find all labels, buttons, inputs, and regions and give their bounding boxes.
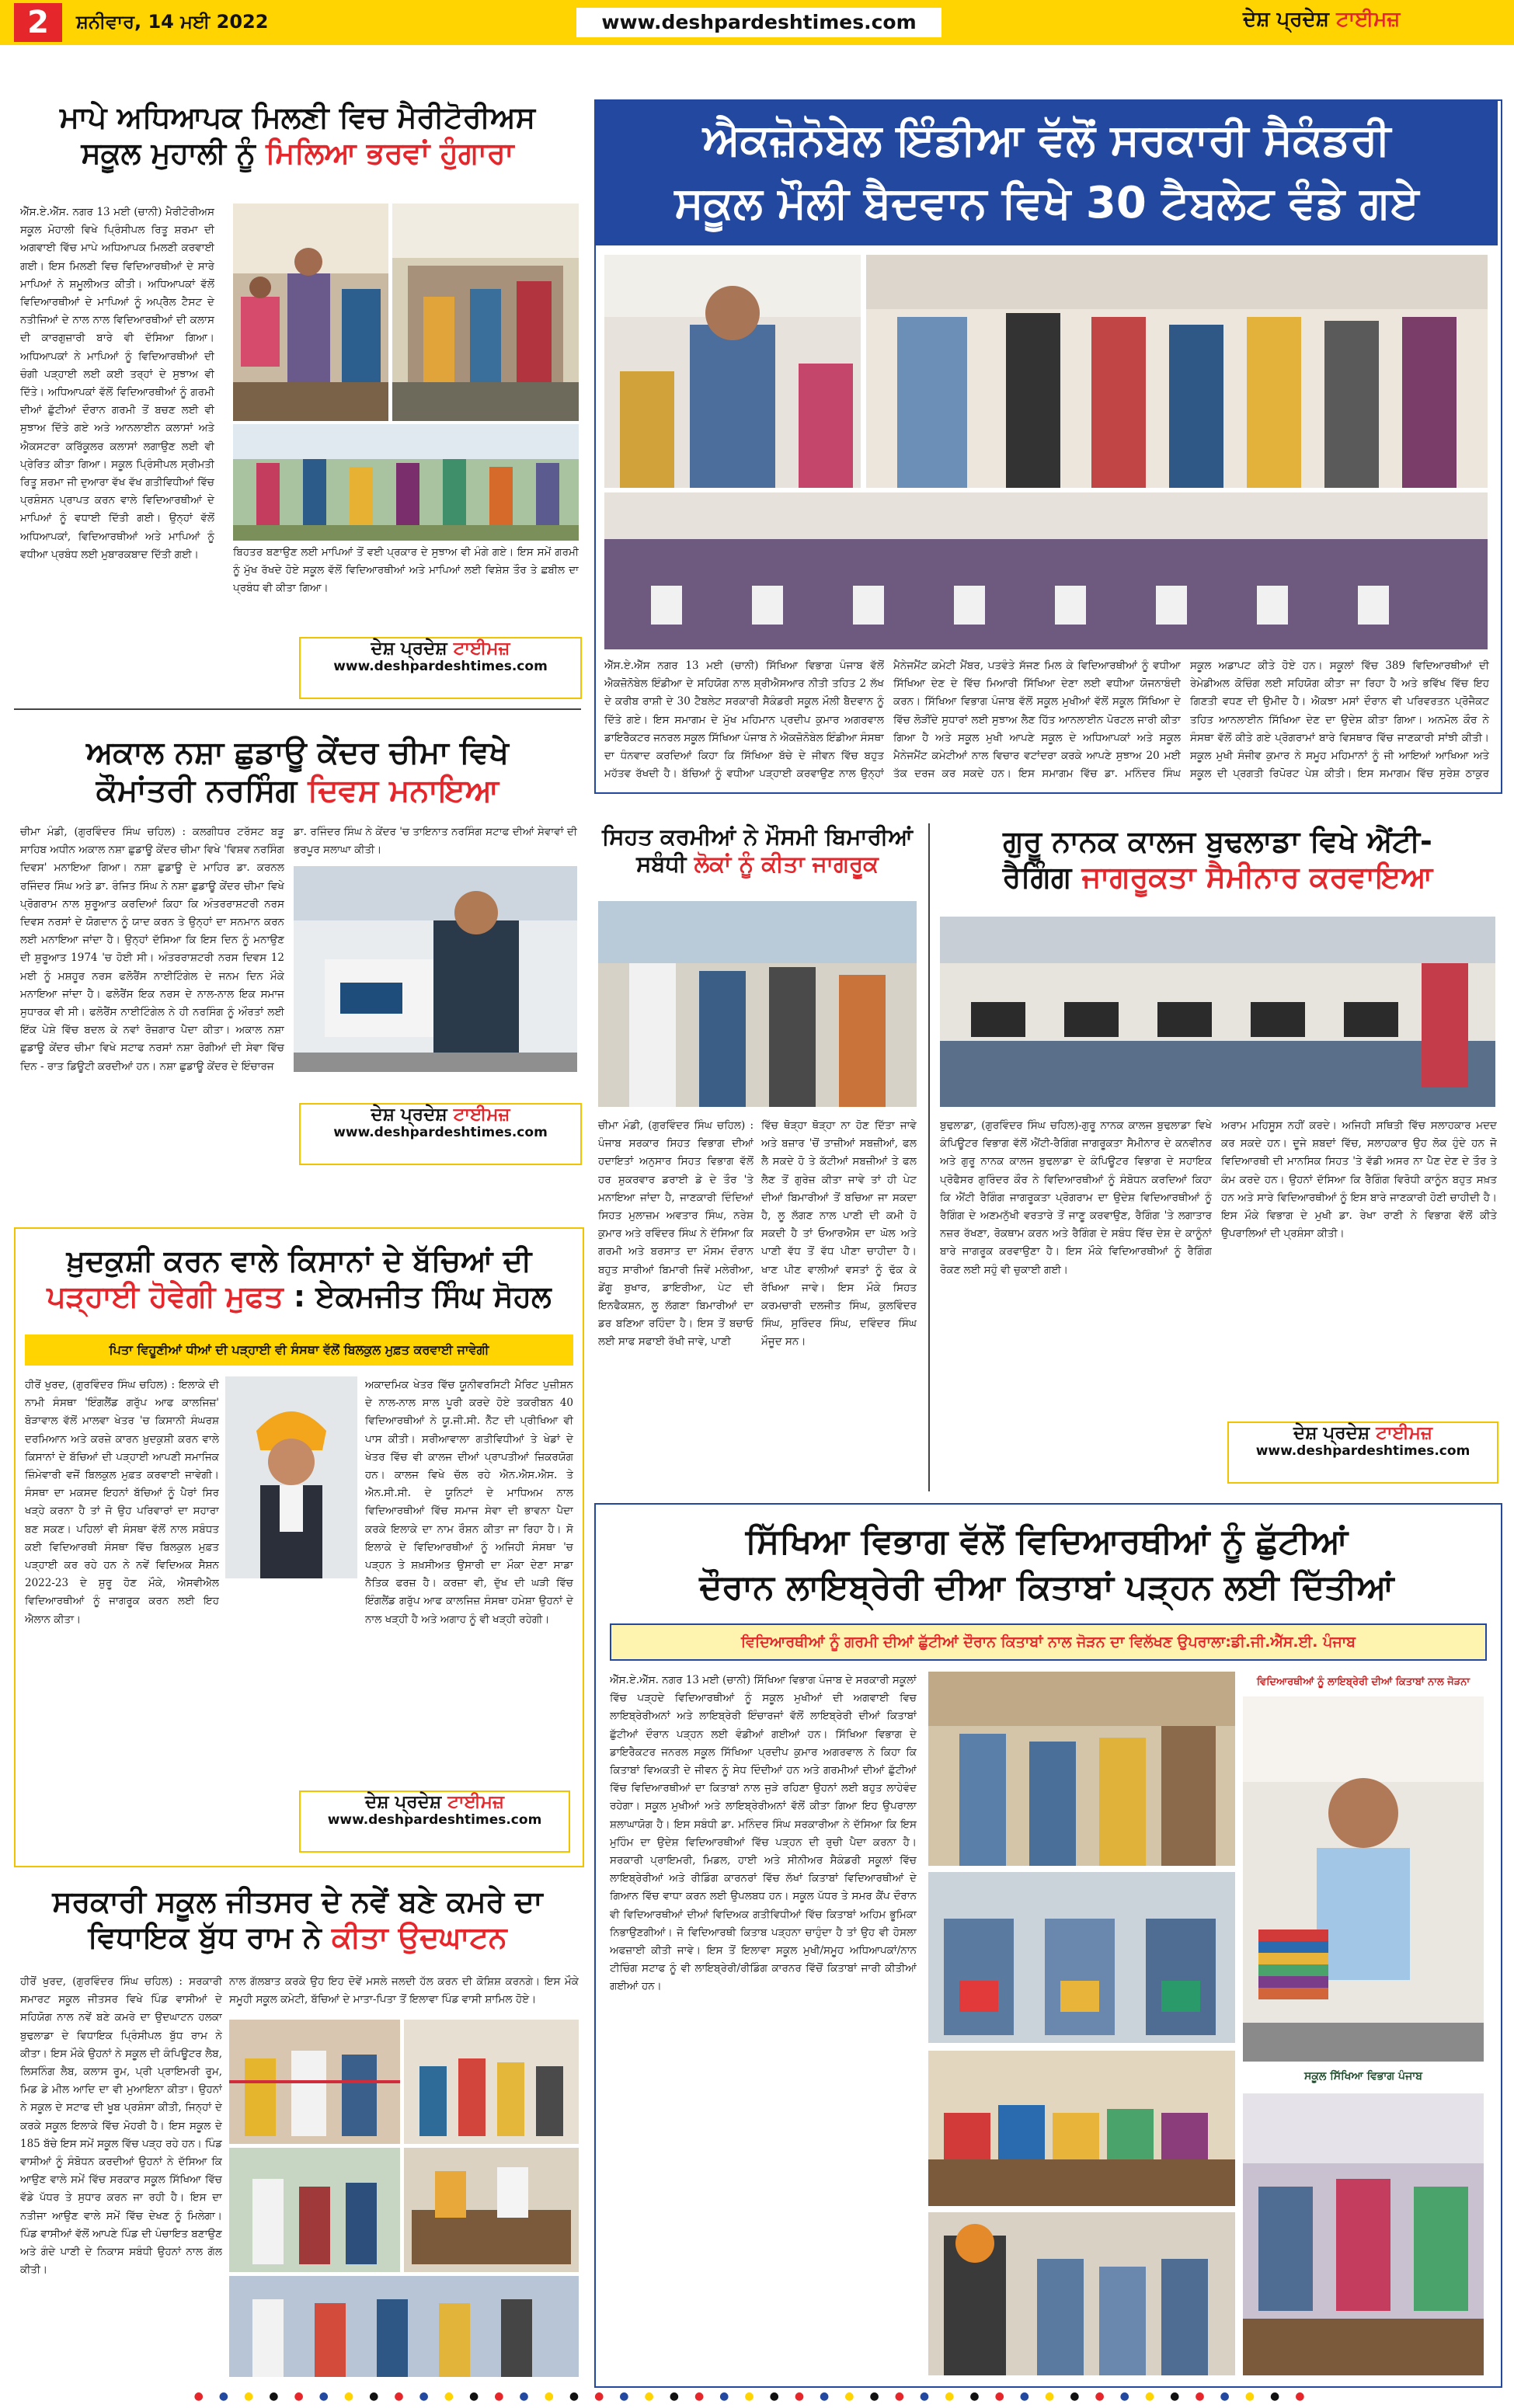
masthead-part-1: ਦੇਸ਼ ਪ੍ਰਦੇਸ਼	[1243, 8, 1329, 31]
brand-name-2: ਟਾਈਮਜ਼	[447, 1792, 504, 1812]
photo-mla-students	[404, 2020, 579, 2144]
body-text: ਚੀਮਾ ਮੰਡੀ, (ਗੁਰਵਿੰਦਰ ਸਿੰਘ ਚਹਿਲ) : ਕਲਗੀਧਰ ਟਰੱਸਟ ਬੜੂ ਸਾਹਿਬ ਅਧੀਨ ਅਕਾਲ ਨਸ਼ਾ ਛੁਡਾਊ ਕੇਂਦਰ ਚੀਮਾ ਵਿਖੇ 'ਵਿਸ਼ਵ ਨਰਸਿੰਗ ਦਿਵਸ' ਮਨਾਇਆ ਗਿਆ। ਨਸ਼ਾ ਛੁਡਾਊ ਦੇ ਮਾਹਿਰ ਡਾ. ਕਰਨਲ ਰਜਿੰਦਰ ਸਿੰਘ ਅਤੇ ਡਾ. ਰੰਜਿਤ ਸਿੰਘ ਨੇ ਨਸ਼ਾ ਛੁਡਾਊ ਕੇਂਦਰ ਚੀਮਾ ਵਿਖੇ ਪ੍ਰੋਗਰਾਮ ਨਾਲ ਸ਼ੁਰੂਆਤ ਕਰਦਿਆਂ ਕਿਹਾ ਕਿ ਅੰਤਰਰਾਸ਼ਟਰੀ ਨਰਸ ਦਿਵਸ ਨਰਸਾਂ ਦੇ ਯੋਗਦਾਨ ਨੂੰ ਯਾਦ ਕਰਨ ਤੇ ਉਨ੍ਹਾਂ ਦਾ ਸਨਮਾਨ ਕਰਨ ਲਈ ਮਨਾਇਆ ਜਾਂਦਾ ਹੈ। ਉਨ੍ਹਾਂ ਦੱਸਿਆ ਕਿ ਇਸ ਦਿਨ ਨੂੰ ਮਨਾਉਣ ਦੀ ਸ਼ੁਰੂਆਤ 1974 'ਚ ਹੋਈ ਸੀ। ਅੰਤਰਰਾਸ਼ਟਰੀ ਨਰਸ ਦਿਵਸ 12 ਮਈ ਨੂੰ ਮਸ਼ਹੂਰ ਨਰਸ ਫਲੋਰੈਂਸ ਨਾਈਟਿੰਗੇਲ ਦੇ ਜਨਮ ਦਿਨ ਮੌਕੇ ਮਨਾਇਆ ਜਾਂਦਾ ਹੈ। ਫਲੋਰੈਂਸ ਇਕ ਨਰਸ ਦੇ ਨਾਲ-ਨਾਲ ਇਕ ਸਮਾਜ ਸੁਧਾਰਕ ਵੀ ਸੀ। ਫਲੋਰੈਂਸ ਨਾਈਟਿੰਗੇਲ ਨੇ ਹੀ ਨਰਸਿੰਗ ਨੂੰ ਔਰਤਾਂ ਲਈ ਇੱਕ ਪੇਸ਼ੇ ਵਿੱਚ ਬਦਲ ਕੇ ਨਵਾਂ ਰੋਜ਼ਗਾਰ ਪੈਦਾ ਕੀਤਾ। ਅਕਾਲ ਨਸ਼ਾ ਛੁਡਾਊ ਕੇਂਦਰ ਚੀਮਾ ਵਿਖੇ ਸਟਾਫ ਨਰਸਾਂ ਨਸ਼ਾ ਰੋਗੀਆਂ ਦੀ ਸੇਵਾ ਵਿੱਚ ਦਿਨ - ਰਾਤ ਡਿਊਟੀ ਕਰਦੀਆਂ ਹਨ। ਨਸ਼ਾ ਛੁਡਾਊ ਕੇਂਦਰ ਦੇ ਇੰਚਾਰਜ	[20, 826, 284, 1073]
headline-line-1: ਸਿਹਤ ਕਰਮੀਆਂ ਨੇ ਮੌਸਮੀ ਬਿਮਾਰੀਆਂ	[601, 823, 914, 850]
photo-health-workers	[598, 901, 917, 1107]
brand-name	[301, 1792, 569, 1812]
headline-line-1: ਗੁਰੂ ਨਾਨਕ ਕਾਲਜ ਬੁਢਲਾਡਾ ਵਿਖੇ ਐਂਟੀ-	[1003, 824, 1432, 858]
headline-highlight: ਪੜ੍ਹਾਈ ਹੋਵੇਗੀ ਮੁਫਤ	[47, 1279, 284, 1314]
body-text: ਸਕੂਲ ਅਡਾਪਟ ਕੀਤੇ ਹੋਏ ਹਨ। ਸਕੂਲਾਂ ਵਿੱਚ 389 ਵਿਦਿਆਰਥੀਆਂ ਦੀ ਰੇਮੇਡੀਅਲ ਕੋਚਿੰਗ ਲਈ ਸਹਿਯੋਗ ਕੀਤਾ ਜਾ ਰਿਹਾ ਹੈ ਅਤੇ ਭਵਿੱਖ ਵਿੱਚ ਇਹ ਗਿਣਤੀ ਵਧਣ ਦੀ ਉਮੀਦ ਹੈ। ਐਕਝਾ ਮਸਾਂ ਦੌਰਾਨ ਵੀ ਪਰਿਵਰਤਨ ਪ੍ਰੋਜੈਕਟ ਤਹਿਤ ਆਨਲਾਈਨ ਸਿੱਖਿਆ ਦੇਣ ਦਾ ਉਦੇਸ਼ ਕੀਤਾ ਗਿਆ। ਅਨਮੋਲ ਕੌਰ ਨੇ ਸੰਸਥਾ ਵੱਲੋਂ ਕੀਤੇ ਗਏ ਪ੍ਰੋਗਰਾਮਾਂ ਬਾਰੇ ਵਿਸਥਾਰ ਵਿੱਚ ਜਾਣਕਾਰੀ ਸਾਂਝੀ ਕੀਤੀ। ਸਕੂਲ ਮੁਖੀ ਸੰਜੀਵ ਕੁਮਾਰ ਨੇ ਸਮੂਹ ਮਹਿਮਾਨਾਂ ਨੂੰ ਜੀ ਆਇਆਂ ਆਖਿਆ ਅਤੇ ਸਕੂਲ ਦੀ ਪ੍ਰਗਤੀ ਰਿਪੋਰਟ ਪੇਸ਼ ਕੀਤੀ। ਇਸ ਸਮਾਗਮ ਵਿੱਚ ਸੁਰੇਸ਼ ਠਾਕੁਰ	[1190, 659, 1489, 781]
body-text: ਅਰਾਮ ਮਹਿਸੂਸ ਨਹੀਂ ਕਰਦੇ। ਅਜਿਹੀ ਸਥਿਤੀ ਵਿੱਚ ਸਲਾਹਕਾਰ ਮਦਦ ਕਰ ਸਕਦੇ ਹਨ। ਦੂਜੇ ਸ਼ਬਦਾਂ ਵਿੱਚ, ਸਲਾਹਕਾਰ ਉਹ ਲੋਕ ਹੁੰਦੇ ਹਨ ਜੋ ਵਿਦਿਆਰਥੀ ਦੀ ਮਾਨਸਿਕ ਸਿਹਤ 'ਤੇ ਵੱਡੀ ਅਸਰ ਨਾ ਪੈਣ ਦੇਣ ਦੇ ਤੌਰ ਤੇ ਕੰਮ ਕਰਦੇ ਹਨ। ਉਹਨਾਂ ਦੱਸਿਆ ਕਿ ਰੈਗਿੰਗ ਵਿਰੋਧੀ ਕਾਨੂੰਨ ਬਹੁਤ ਸਖ਼ਤ ਹਨ ਅਤੇ ਸਾਰੇ ਵਿਦਿਆਰਥੀਆਂ ਨੂੰ ਇਸ ਬਾਰੇ ਜਾਣਕਾਰੀ ਹੋਣੀ ਚਾਹੀਦੀ ਹੈ। ਇਸ ਮੌਕੇ ਵਿਭਾਗ ਦੇ ਮੁਖੀ ਡਾ. ਰੇਖਾ ਰਾਣੀ ਨੇ ਵਿਭਾਗ ਵੱਲੋਂ ਕੀਤੇ ਉਪਰਾਲਿਆਂ ਦੀ ਪ੍ਰਸ਼ੰਸਾ ਕੀਤੀ।	[1221, 1119, 1497, 1241]
brand-box	[1227, 1421, 1498, 1484]
body-text: ਅਕਾਦਮਿਕ ਖੇਤਰ ਵਿੱਚ ਯੂਨੀਵਰਸਿਟੀ ਮੈਰਿਟ ਪੁਜ਼ੀਸ਼ਨ ਦੇ ਨਾਲ-ਨਾਲ ਸਾਲ ਪੂਰੀ ਕਰਦੇ ਹੋਏ ਤਕਰੀਬਨ 40 ਵਿਦਿਆਰਥੀਆਂ ਨੇ ਯੂ.ਜੀ.ਸੀ. ਨੈੱਟ ਦੀ ਪ੍ਰੀਖਿਆ ਵੀ ਪਾਸ ਕੀਤੀ। ਸਰੀਆਵਾਲਾ ਗਤੀਵਿਧੀਆਂ ਤੇ ਖੇਡਾਂ ਦੇ ਖੇਤਰ ਵਿੱਚ ਵੀ ਕਾਲਜ ਦੀਆਂ ਪ੍ਰਾਪਤੀਆਂ ਜ਼ਿਕਰਯੋਗ ਹਨ। ਕਾਲਜ ਵਿਖੇ ਚੱਲ ਰਹੇ ਐਨ.ਐਸ.ਐਸ. ਤੇ ਐਨ.ਸੀ.ਸੀ. ਦੇ ਯੂਨਿਟਾਂ ਦੇ ਮਾਧਿਅਮ ਨਾਲ ਵਿਦਿਆਰਥੀਆਂ ਵਿੱਚ ਸਮਾਜ ਸੇਵਾ ਦੀ ਭਾਵਨਾ ਪੈਦਾ ਕਰਕੇ ਇਲਾਕੇ ਦਾ ਨਾਮ ਰੌਸ਼ਨ ਕੀਤਾ ਜਾ ਰਿਹਾ ਹੈ। ਸੋ ਇਲਾਕੇ ਦੇ ਵਿਦਿਆਰਥੀਆਂ ਨੂੰ ਅਜਿਹੀ ਸੰਸਥਾ 'ਚ ਪੜ੍ਹਨ ਤੇ ਸ਼ਖ਼ਸੀਅਤ ਉਸਾਰੀ ਦਾ ਮੌਕਾ ਦੇਣਾ ਸਾਡਾ ਨੈਤਿਕ ਫਰਜ਼ ਹੈ। ਕਰਜ਼ਾ ਵੀ, ਦੁੱਖ ਦੀ ਘੜੀ ਵਿੱਚ ਇੰਗਲੈਂਡ ਗਰੁੱਪ ਆਫ ਕਾਲਜਿਜ਼ ਸੰਸਥਾ ਹਮੇਸ਼ਾ ਉਹਨਾਂ ਦੇ ਨਾਲ ਖੜ੍ਹੀ ਹੈ ਅਤੇ ਅਗਾਹ ਨੂੰ ਵੀ ਖੜ੍ਹੀ ਰਹੇਗੀ।	[365, 1379, 573, 1626]
headline-line-2: ਦੌਰਾਨ ਲਾਇਬ੍ਰੇਰੀ ਦੀਆ ਕਿਤਾਬਾਂ ਪੜ੍ਹਨ ਲਈ ਦਿੱਤੀਆਂ	[699, 1568, 1394, 1608]
photo-students-with-tablets	[604, 492, 1488, 649]
article-akzonobel-tablets	[606, 109, 1488, 235]
brand-url: www.deshpardeshtimes.com	[333, 659, 548, 674]
headline	[14, 1884, 581, 1956]
body-text: ਚੀਮਾ ਮੰਡੀ, (ਗੁਰਵਿੰਦਰ ਸਿੰਘ ਚਹਿਲ) : ਪੰਜਾਬ ਸਰਕਾਰ ਸਿਹਤ ਵਿਭਾਗ ਦੀਆਂ ਹਦਾਇਤਾਂ ਅਨੁਸਾਰ ਸਿਹਤ ਵਿਭਾਗ ਵੱਲੋਂ ਹਰ ਸ਼ੁਕਰਵਾਰ ਡਰਾਈ ਡੇ ਦੇ ਤੌਰ 'ਤੇ ਮਨਾਇਆ ਜਾਂਦਾ ਹੈ, ਜਾਣਕਾਰੀ ਦਿੰਦਿਆਂ ਸਿਹਤ ਮੁਲਾਜ਼ਮ ਅਵਤਾਰ ਸਿੰਘ, ਨਰੇਸ਼ ਕੁਮਾਰ ਅਤੇ ਰਵਿੰਦਰ ਸਿੰਘ ਨੇ ਦੱਸਿਆ ਕਿ ਗਰਮੀ ਅਤੇ ਬਰਸਾਤ ਦਾ ਮੌਸਮ ਦੌਰਾਨ ਬਹੁਤ ਸਾਰੀਆਂ ਬਿਮਾਰੀ ਜਿਵੇਂ ਮਲੇਰੀਆ, ਡੇਂਗੂ ਬੁਖਾਰ, ਡਾਇਰੀਆ, ਪੇਟ ਦੀ ਇਨਫੈਕਸ਼ਨ, ਲੂ ਲੱਗਣਾ ਬਿਮਾਰੀਆਂ ਦਾ ਡਰ ਬਣਿਆ ਰਹਿੰਦਾ ਹੈ। ਇਸ ਤੋਂ ਬਚਾਓ ਲਈ ਸਾਫ ਸਫਾਈ ਰੱਖੀ ਜਾਵੇ, ਪਾਣੀ	[598, 1119, 754, 1348]
brand-box	[299, 637, 582, 699]
article-4-body-col-2	[761, 1117, 917, 1490]
photo-ribbon-cutting	[229, 2020, 400, 2144]
headline-line-2: ਸਬੰਧੀ	[636, 851, 687, 878]
photo-book-display	[928, 2051, 1235, 2206]
masthead-part-2: ਟਾਈਮਜ਼	[1336, 8, 1401, 31]
headline	[594, 823, 921, 879]
article-2-body-col-1	[604, 657, 884, 785]
photo-parents-group	[233, 424, 579, 541]
headline-highlight: ਕੀਤਾ ਉਦਘਾਟਨ	[331, 1920, 507, 1955]
photo-villagers	[229, 2276, 579, 2377]
article-jitsar-school	[14, 1884, 581, 1956]
photo-officials-group	[866, 255, 1488, 488]
photo-classroom-meeting	[233, 204, 388, 421]
headline-line-2: ਵਿਧਾਇਕ ਬੁੱਧ ਰਾਮ ਨੇ	[88, 1920, 322, 1955]
article-library-books	[606, 1519, 1488, 1611]
body-text: ਹੀਰੋਂ ਖੁਰਦ, (ਗੁਰਵਿੰਦਰ ਸਿੰਘ ਚਹਿਲ) : ਇਲਾਕੇ ਦੀ ਨਾਮੀ ਸੰਸਥਾ 'ਇੰਗਲੈਂਡ ਗਰੁੱਪ ਆਫ ਕਾਲਜਿਜ਼' ਬੋੜਾਵਾਲ ਵੱਲੋਂ ਮਾਲਵਾ ਖੇਤਰ 'ਚ ਕਿਸਾਨੀ ਸੰਘਰਸ਼ ਦਰਮਿਆਨ ਅਤੇ ਕਰਜ਼ੇ ਕਾਰਨ ਖ਼ੁਦਕੁਸ਼ੀ ਕਰਨ ਵਾਲੇ ਕਿਸਾਨਾਂ ਦੇ ਬੱਚਿਆਂ ਦੀ ਪੜ੍ਹਾਈ ਆਪਣੀ ਸਮਾਜਿਕ ਜ਼ਿੰਮੇਵਾਰੀ ਵਜੋਂ ਬਿਲਕੁਲ ਮੁਫ਼ਤ ਕਰਵਾਈ ਜਾਵੇਗੀ। ਸੰਸਥਾ ਦਾ ਮਕਸਦ ਇਹਨਾਂ ਬੱਚਿਆਂ ਨੂੰ ਪੈਰਾਂ ਸਿਰ ਖੜ੍ਹੇ ਕਰਨਾ ਹੈ ਤਾਂ ਜੋ ਉਹ ਪਰਿਵਾਰਾਂ ਦਾ ਸਹਾਰਾ ਬਣ ਸਕਣ। ਪਹਿਲਾਂ ਵੀ ਸੰਸਥਾ ਵੱਲੋਂ ਨਾਲ ਸਬੰਧਤ ਕਈ ਵਿਦਿਆਰਥੀ ਸੰਸਥਾ ਵਿੱਚ ਬਿਲਕੁਲ ਮੁਫ਼ਤ ਪੜ੍ਹਾਈ ਕਰ ਰਹੇ ਹਨ ਨੇ ਨਵੇਂ ਵਿਦਿਅਕ ਸੈਸ਼ਨ 2022-23 ਦੇ ਸ਼ੁਰੂ ਹੋਣ ਮੌਕੇ, ਐਸਵੀਐਲ ਵਿਦਿਆਰਥੀਆਂ ਨੂੰ ਜਾਗਰੂਕ ਕਰਨ ਲਈ ਇਹ ਐਲਾਨ ਕੀਤਾ।	[25, 1379, 219, 1626]
photo-students-reading	[928, 1872, 1235, 2043]
brand-box	[299, 1790, 570, 1853]
article-8-body-right	[229, 1973, 579, 2012]
header-website: www.deshpardeshtimes.com	[576, 8, 941, 37]
headline	[936, 823, 1499, 896]
body-text: ਨਾਲ ਗੱਲਬਾਤ ਕਰਕੇ ਉਹ ਇਹ ਦੋਵੇਂ ਮਸਲੇ ਜਲਦੀ ਹੱਲ ਕਰਨ ਦੀ ਕੋਸ਼ਿਸ਼ ਕਰਨਗੇ। ਇਸ ਮੌਕੇ ਸਮੂਹੀ ਸਕੂਲ ਕਮੇਟੀ, ਬੱਚਿਆਂ ਦੇ ਮਾਤਾ-ਪਿਤਾ ਤੋਂ ਇਲਾਵਾ ਪਿੰਡ ਵਾਸੀ ਸ਼ਾਮਿਲ ਹੋਏ।	[229, 1975, 579, 2006]
headline-highlight: ਮਿਲਿਆ ਭਰਵਾਂ ਹੁੰਗਾਰਾ	[266, 136, 514, 171]
headline	[606, 1519, 1488, 1611]
photo-girl-with-books	[1243, 1696, 1484, 2062]
article-7-body	[610, 1672, 917, 2371]
headline-line-1: ਸਿੱਖਿਆ ਵਿਭਾਗ ਵੱਲੋਂ ਵਿਦਿਆਰਥੀਆਂ ਨੂੰ ਛੁੱਟੀਆਂ	[745, 1522, 1349, 1561]
headline-line-3: : ਏਕਮਜੀਤ ਸਿੰਘ ਸੋਹਲ	[293, 1279, 552, 1314]
photo-parents-outdoor	[392, 204, 579, 421]
article-1-body	[20, 204, 214, 592]
article-health-awareness	[594, 823, 921, 879]
subhead-band: ਵਿਦਿਆਰਥੀਆਂ ਨੂੰ ਗਰਮੀ ਦੀਆਂ ਛੁੱਟੀਆਂ ਦੌਰਾਨ ਕਿਤਾਬਾਂ ਨਾਲ ਜੋੜਨ ਦਾ ਵਿਲੱਖਣ ਉਪਰਾਲਾ:ਡੀ.ਜੀ.ਐੱਸ.ਈ. ਪੰਜਾਬ	[610, 1623, 1487, 1661]
brand-name-2: ਟਾਈਮਜ਼	[453, 1105, 510, 1125]
photo-caption: ਵਿਦਿਆਰਥੀਆਂ ਨੂੰ ਲਾਇਬ੍ਰੇਰੀ ਦੀਆਂ ਕਿਤਾਬਾਂ ਨਾਲ ਜੋੜਨਾ	[1256, 1676, 1470, 1688]
board-text: ਸਕੂਲ ਸਿੱਖਿਆ ਵਿਭਾਗ ਪੰਜਾਬ	[1304, 2070, 1422, 2083]
article-6-body-left	[25, 1376, 219, 1843]
brand-name	[301, 1105, 580, 1125]
headline-line-1: ਖ਼ੁਦਕੁਸ਼ੀ ਕਰਨ ਵਾਲੇ ਕਿਸਾਨਾਂ ਦੇ ਬੱਚਿਆਂ ਦੀ	[66, 1244, 532, 1278]
body-text: ਮੈਨੇਜਮੈਂਟ ਕਮੇਟੀ ਮੈਂਬਰ, ਪਤਵੰਤੇ ਸੱਜਣ ਮਿਲ ਕੇ ਵਿਦਿਆਰਥੀਆਂ ਨੂੰ ਵਧੀਆ ਸਿੱਖਿਆ ਦੇਣ ਦੇ ਵਿੱਚ ਮਿਆਰੀ ਸਿੱਖਿਆ ਦੇਣਾ ਲਈ ਵਧੀਆ ਯੋਜਨਾਬੰਦੀ ਕਰਨ। ਸਿੱਖਿਆ ਵਿਭਾਗ ਪੰਜਾਬ ਵੱਲੋਂ ਸਕੂਲ ਮੁਖੀਆਂ ਵੱਲੋਂ ਸਕੂਲ ਸਿੱਖਿਆ ਦੇ ਵਿੱਚ ਲੋੜੀਂਦੇ ਸੁਧਾਰਾਂ ਲਈ ਸੁਝਾਅ ਲੈਣ ਹਿੱਤ ਆਨਲਾਈਨ ਪੋਰਟਲ ਜਾਰੀ ਕੀਤਾ ਗਿਆ ਹੈ ਅਤੇ ਸਕੂਲ ਮੁਖੀ ਆਪਣੇ ਸਕੂਲ ਦੇ ਅਧਿਆਪਕਾਂ ਅਤੇ ਸਕੂਲ ਮੈਨੇਜਮੈਂਟ ਕਮੇਟੀਆਂ ਨਾਲ ਵਿਚਾਰ ਵਟਾਂਦਰਾ ਕਰਕੇ ਆਪਣੇ ਸੁਝਾਅ 20 ਮਈ ਤੱਕ ਦਰਜ ਕਰ ਸਕਦੇ ਹਨ। ਇਸ ਸਮਾਗਮ ਵਿੱਚ ਡਾ. ਮਨਿੰਦਰ ਸਿੰਘ	[893, 659, 1181, 781]
brand-name-2: ਟਾਈਮਜ਼	[453, 639, 510, 659]
headline-highlight: ਜਾਗਰੂਕਤਾ ਸੈਮੀਨਾਰ ਕਰਵਾਇਆ	[1081, 860, 1433, 895]
headline-line-2: ਰੈਗਿੰਗ	[1002, 860, 1072, 895]
article-4-body-col-1	[598, 1117, 754, 1490]
article-3-body	[20, 823, 284, 1196]
article-3-body-right	[294, 823, 577, 862]
headline-line-2: ਸਕੂਲ ਮੁਹਾਲੀ ਨੂੰ	[81, 136, 256, 171]
headline-line-2: ਸਕੂਲ ਮੌਲੀ ਬੈਦਵਾਨ ਵਿਖੇ 30 ਟੈਬਲੇਟ ਵੰਡੇ ਗਏ	[674, 178, 1419, 229]
headline	[606, 109, 1488, 235]
photo-speaker-mic	[604, 255, 861, 488]
article-2-body-col-3	[1190, 657, 1489, 785]
article-2-body-col-2	[893, 657, 1181, 785]
brand-url: www.deshpardeshtimes.com	[333, 1125, 548, 1140]
article-5-body-col-1	[940, 1117, 1212, 1482]
body-text: ਐੱਸ.ਏ.ਐੱਸ. ਨਗਰ 13 ਮਈ (ਚਾਨੀ) ਸਿੱਖਿਆ ਵਿਭਾਗ ਪੰਜਾਬ ਦੇ ਸਰਕਾਰੀ ਸਕੂਲਾਂ ਵਿੱਚ ਪੜ੍ਹਦੇ ਵਿਦਿਆਰਥੀਆਂ ਨੂੰ ਸਕੂਲ ਮੁਖੀਆਂ ਦੀ ਅਗਵਾਈ ਵਿਚ ਲਾਇਬ੍ਰੇਰੀਅਨਾਂ ਅਤੇ ਲਾਇਬ੍ਰੇਰੀ ਇੰਚਾਰਜਾਂ ਵੱਲੋਂ ਲਾਇਬ੍ਰੇਰੀ ਦੀਆਂ ਕਿਤਾਬਾਂ ਛੁੱਟੀਆਂ ਦੌਰਾਨ ਪੜ੍ਹਨ ਲਈ ਵੰਡੀਆਂ ਗਈਆਂ ਹਨ। ਸਿੱਖਿਆ ਵਿਭਾਗ ਦੇ ਡਾਇਰੈਕਟਰ ਜਨਰਲ ਸਕੂਲ ਸਿੱਖਿਆ ਪ੍ਰਦੀਪ ਕੁਮਾਰ ਅਗਰਵਾਲ ਨੇ ਕਿਹਾ ਕਿ ਕਿਤਾਬਾਂ ਵਿਅਕਤੀ ਦੇ ਜੀਵਨ ਨੂੰ ਸੇਧ ਦਿੰਦੀਆਂ ਹਨ ਅਤੇ ਗਰਮੀਆਂ ਦੀਆਂ ਛੁੱਟੀਆਂ ਵਿੱਚ ਵਿਦਿਆਰਥੀਆਂ ਦਾ ਕਿਤਾਬਾਂ ਨਾਲ ਜੁੜੇ ਰਹਿਣਾ ਉਹਨਾਂ ਲਈ ਬਹੁਤ ਲਾਹੇਵੰਦ ਰਹੇਗਾ। ਸਕੂਲ ਮੁਖੀਆਂ ਅਤੇ ਲਾਇਬ੍ਰੇਰੀਅਨਾਂ ਵੱਲੋਂ ਕੀਤਾ ਗਿਆ ਇਹ ਉਪਰਾਲਾ ਸ਼ਲਾਘਾਯੋਗ ਹੈ। ਇਸ ਸਬੰਧੀ ਡਾ. ਮਨਿੰਦਰ ਸਿੰਘ ਸਰਕਾਰੀਆ ਨੇ ਦੱਸਿਆ ਕਿ ਇਸ ਮੁਹਿੰਮ ਦਾ ਉਦੇਸ਼ ਵਿਦਿਆਰਥੀਆਂ ਵਿੱਚ ਪੜ੍ਹਨ ਦੀ ਰੁਚੀ ਪੈਦਾ ਕਰਨਾ ਹੈ। ਸਰਕਾਰੀ ਪ੍ਰਾਇਮਰੀ, ਮਿਡਲ, ਹਾਈ ਅਤੇ ਸੀਨੀਅਰ ਸੈਕੰਡਰੀ ਸਕੂਲਾਂ ਵਿੱਚ ਲਾਇਬ੍ਰੇਰੀਆਂ ਅਤੇ ਰੀਡਿੰਗ ਕਾਰਨਰਾਂ ਵਿੱਚ ਲੱਖਾਂ ਕਿਤਾਬਾਂ ਵਿਦਿਆਰਥੀਆਂ ਦੇ ਗਿਆਨ ਵਿੱਚ ਵਾਧਾ ਕਰਨ ਲਈ ਉਪਲਬਧ ਹਨ। ਸਕੂਲ ਪੱਧਰ ਤੇ ਸਮਰ ਕੈਂਪ ਦੌਰਾਨ ਵੀ ਵਿਦਿਆਰਥੀਆਂ ਦੀਆਂ ਵਿਦਿਅਕ ਗਤੀਵਿਧੀਆਂ ਵਿੱਚ ਕਿਤਾਬਾਂ ਅਹਿਮ ਭੂਮਿਕਾ ਨਿਭਾਉਣਗੀਆਂ। ਜੋ ਵਿਦਿਆਰਥੀ ਕਿਤਾਬ ਪੜ੍ਹਨਾ ਚਾਹੁੰਦਾ ਹੈ ਤਾਂ ਉਹ ਵੀ ਹੋਸਲਾ ਅਫਜ਼ਾਈ ਕੀਤੀ ਜਾਵੇ। ਇਸ ਤੋਂ ਇਲਾਵਾ ਸਕੂਲ ਮੁਖੀ/ਸਮੂਹ ਅਧਿਆਪਕਾਂ/ਨਾਨ ਟੀਚਿੰਗ ਸਟਾਫ ਨੂੰ ਵੀ ਲਾਇਬ੍ਰੇਰੀ/ਰੀਡਿੰਗ ਕਾਰਨਰ ਵਿੱਚੋਂ ਕਿਤਾਬਾਂ ਜਾਰੀ ਕੀਤੀਆਂ ਗਈਆਂ ਹਨ।	[610, 1674, 917, 1993]
photo-classroom-visit	[404, 2148, 579, 2272]
article-6-body-right	[365, 1376, 573, 1843]
photo-school-visit	[229, 2148, 400, 2272]
article-nursing-day	[14, 734, 581, 810]
headline	[14, 99, 581, 172]
headline-line-1: ਸਰਕਾਰੀ ਸਕੂਲ ਜੀਤਸਰ ਦੇ ਨਵੇਂ ਬਣੇ ਕਮਰੇ ਦਾ	[52, 1884, 543, 1919]
photo-teacher-with-students	[928, 2212, 1235, 2375]
article-8-body	[20, 1973, 222, 2385]
header-date: ਸ਼ਨੀਵਾਰ, 14 ਮਈ 2022	[76, 11, 269, 33]
page-number: 2	[14, 3, 62, 42]
photo-nurse-checkup	[294, 866, 577, 1072]
headline-highlight: ਦਿਵਸ ਮਨਾਇਆ	[308, 772, 499, 809]
body-text: ਬਿਹਤਰ ਬਣਾਉਣ ਲਈ ਮਾਪਿਆਂ ਤੋਂ ਵਈ ਪ੍ਰਕਾਰ ਦੇ ਸੁਝਾਅ ਵੀ ਮੰਗੇ ਗਏ। ਇਸ ਸਮੇਂ ਗਰਮੀ ਨੂੰ ਮੁੱਖ ਰੱਖਦੇ ਹੋਏ ਸਕੂਲ ਵੱਲੋਂ ਵਿਦਿਆਰਥੀਆਂ ਅਤੇ ਮਾਪਿਆਂ ਲਈ ਵਿਸ਼ੇਸ਼ ਤੌਰ ਤੇ ਛਬੀਲ ਦਾ ਪ੍ਰਬੰਧ ਵੀ ਕੀਤਾ ਗਿਆ।	[233, 546, 579, 595]
photo-computer-lab-seminar	[940, 917, 1495, 1107]
registration-dots: ●●●●●●●●●●●●●●●●●●●●●●●●●●●●●●●●●●●●●●●●●●●●●	[193, 2390, 1321, 2403]
headline-line-1: ਮਾਪੇ ਅਧਿਆਪਕ ਮਿਲਣੀ ਵਿਚ ਮੈਰੀਟੋਰੀਅਸ	[59, 100, 535, 134]
headline-highlight: ਲੋਕਾਂ ਨੂੰ ਕੀਤਾ ਜਾਗਰੂਕ	[694, 851, 879, 878]
brand-name-1: ਦੇਸ਼ ਪ੍ਰਦੇਸ਼	[371, 639, 447, 659]
article-anti-ragging	[936, 823, 1499, 896]
brand-name	[301, 639, 580, 659]
brand-url: www.deshpardeshtimes.com	[327, 1812, 542, 1828]
header-masthead	[1243, 8, 1400, 32]
brand-url: www.deshpardeshtimes.com	[1255, 1443, 1470, 1459]
body-text: ਐੱਸ.ਏ.ਐੱਸ ਨਗਰ 13 ਮਈ (ਚਾਨੀ) ਸਿੱਖਿਆ ਵਿਭਾਗ ਪੰਜਾਬ ਵੱਲੋਂ ਐਕਜ਼ੋਨੋਬੇਲ ਇੰਡੀਆ ਦੇ ਸਹਿਯੋਗ ਨਾਲ ਸ਼੍ਰੀਐਸਆਰ ਨੀਤੀ ਤਹਿਤ 2 ਲੱਖ ਦੇ ਕਰੀਬ ਰਾਸ਼ੀ ਦੇ 30 ਟੈਬਲੇਟ ਸਰਕਾਰੀ ਸੈਕੰਡਰੀ ਸਕੂਲ ਮੌਲੀ ਬੈਦਵਾਨ ਨੂੰ ਦਿੱਤੇ ਗਏ। ਇਸ ਸਮਾਗਮ ਦੇ ਮੁੱਖ ਮਹਿਮਾਨ ਪ੍ਰਦੀਪ ਕੁਮਾਰ ਅਗਰਵਾਲ ਡਾਇਰੈਕਟਰ ਜਨਰਲ ਸਕੂਲ ਸਿੱਖਿਆ ਪੰਜਾਬ ਨੇ ਐਕਜ਼ੋਨੋਬੇਲ ਇੰਡੀਆ ਸੰਸਥਾ ਦਾ ਧੰਨਵਾਦ ਕਰਦਿਆਂ ਕਿਹਾ ਕਿ ਸਿੱਖਿਆ ਬੱਚੇ ਦੇ ਜੀਵਨ ਵਿੱਚ ਬਹੁਤ ਮਹੱਤਵ ਰੱਖਦੀ ਹੈ। ਬੱਚਿਆਂ ਨੂੰ ਵਧੀਆ ਪੜ੍ਹਾਈ ਕਰਵਾਉਣ ਨਾਲ ਉਨ੍ਹਾਂ	[604, 659, 884, 781]
photo-ekamjeet-sohal	[225, 1376, 357, 1578]
headline-line-2: ਕੌਮਾਂਤਰੀ ਨਰਸਿੰਗ	[96, 772, 298, 809]
brand-name-2: ਟਾਈਮਜ਼	[1376, 1423, 1432, 1443]
brand-box	[299, 1103, 582, 1165]
body-text: ਵਿੱਚ ਥੋੜ੍ਹਾ ਥੋੜ੍ਹਾ ਨਾ ਹੋਣ ਦਿੱਤਾ ਜਾਵੇ ਅਤੇ ਬਜ਼ਾਰ 'ਚੋਂ ਤਾਜ਼ੀਆਂ ਸਬਜ਼ੀਆਂ, ਫਲ ਲੈ ਸਕਦੇ ਹੋ ਤੇ ਕੱਟੀਆਂ ਸਬਜ਼ੀਆਂ ਤੇ ਫਲ ਲੈਣ ਤੋਂ ਗੁਰੇਜ਼ ਕੀਤਾ ਜਾਵੇ ਤਾਂ ਹੀ ਪੇਟ ਦੀਆਂ ਬਿਮਾਰੀਆਂ ਤੋਂ ਬਚਿਆ ਜਾ ਸਕਦਾ ਹੈ, ਲੂ ਲੱਗਣ ਨਾਲ ਪਾਣੀ ਦੀ ਕਮੀ ਹੋ ਸਕਦੀ ਹੈ ਤਾਂ ਓਆਰਐਸ ਦਾ ਘੋਲ ਅਤੇ ਪਾਣੀ ਵੱਧ ਤੋਂ ਵੱਧ ਪੀਣਾ ਚਾਹੀਦਾ ਹੈ। ਖਾਣ ਪੀਣ ਵਾਲੀਆਂ ਵਸਤਾਂ ਨੂੰ ਢੱਕ ਕੇ ਰੱਖਿਆ ਜਾਵੇ। ਇਸ ਮੌਕੇ ਸਿਹਤ ਕਰਮਚਾਰੀ ਦਲਜੀਤ ਸਿੰਘ, ਕੁਲਵਿੰਦਰ ਸਿੰਘ, ਸੁਰਿੰਦਰ ਸਿੰਘ, ਦਵਿੰਦਰ ਸਿੰਘ ਮੌਜੂਦ ਸਨ।	[761, 1119, 917, 1348]
brand-name	[1229, 1423, 1497, 1443]
body-text: ਡਾ. ਰਜਿੰਦਰ ਸਿੰਘ ਨੇ ਕੇਂਦਰ 'ਚ ਤਾਇਨਾਤ ਨਰਸਿੰਗ ਸਟਾਫ ਦੀਆਂ ਸੇਵਾਵਾਂ ਦੀ ਭਰਪੂਰ ਸਲਾਘਾ ਕੀਤੀ।	[294, 826, 577, 857]
body-text: ਬੁਢਲਾਡਾ, (ਗੁਰਵਿੰਦਰ ਸਿੰਘ ਚਹਿਲ)-ਗੁਰੂ ਨਾਨਕ ਕਾਲਜ ਬੁਢਲਾਡਾ ਵਿਖੇ ਕੰਪਿਊਟਰ ਵਿਭਾਗ ਵੱਲੋਂ ਐਂਟੀ-ਰੈਗਿੰਗ ਜਾਗਰੂਕਤਾ ਸੈਮੀਨਾਰ ਦੇ ਕਨਵੀਨਰ ਅਤੇ ਗੁਰੂ ਨਾਨਕ ਕਾਲਜ ਬੁਢਲਾਡਾ ਦੇ ਕੰਪਿਊਟਰ ਵਿਭਾਗ ਦੇ ਸਹਾਇਕ ਪ੍ਰੋਫੈਸਰ ਗੁਰਿੰਦਰ ਕੌਰ ਨੇ ਵਿਦਿਆਰਥੀਆਂ ਨੂੰ ਸੰਬੋਧਨ ਕਰਦਿਆਂ ਕਿਹਾ ਕਿ ਐਂਟੀ ਰੈਗਿੰਗ ਜਾਗਰੂਕਤਾ ਪ੍ਰੋਗਰਾਮ ਦਾ ਉਦੇਸ਼ ਵਿਦਿਆਰਥੀਆਂ ਨੂੰ ਰੈਗਿੰਗ ਦੇ ਅਣਮਨੁੱਖੀ ਵਰਤਾਰੇ ਤੋਂ ਜਾਣੂ ਕਰਵਾਉਣ, ਰੈਗਿੰਗ 'ਤੇ ਲਗਾਤਾਰ ਨਜ਼ਰ ਰੱਖਣਾ, ਰੋਕਥਾਮ ਕਰਨ ਅਤੇ ਰੈਗਿੰਗ ਦੇ ਸਬੰਧ ਵਿੱਚ ਦੇਸ਼ ਦੇ ਕਾਨੂੰਨਾਂ ਬਾਰੇ ਜਾਗਰੂਕ ਕਰਵਾਉਣਾ ਹੈ। ਇਸ ਮੌਕੇ ਵਿਦਿਆਰਥੀਆਂ ਨੂੰ ਰੈਗਿੰਗ ਰੋਕਣ ਲਈ ਸਹੁੰ ਵੀ ਚੁਕਾਈ ਗਈ।	[940, 1119, 1212, 1276]
subhead-band: ਪਿਤਾ ਵਿਹੂਣੀਆਂ ਧੀਆਂ ਦੀ ਪੜ੍ਹਾਈ ਵੀ ਸੰਸਥਾ ਵੱਲੋਂ ਬਿਲਕੁਲ ਮੁਫ਼ਤ ਕਰਵਾਈ ਜਾਵੇਗੀ	[25, 1334, 573, 1366]
brand-name-1: ਦੇਸ਼ ਪ੍ਰਦੇਸ਼	[364, 1792, 442, 1812]
brand-name-1: ਦੇਸ਼ ਪ੍ਰਦੇਸ਼	[1293, 1423, 1370, 1443]
photo-students-library	[928, 1672, 1235, 1866]
article-5-body-col-2	[1221, 1117, 1497, 1404]
article-free-education	[23, 1243, 575, 1315]
headline	[14, 734, 581, 810]
body-text: ਹੀਰੋਂ ਖੁਰਦ, (ਗੁਰਵਿੰਦਰ ਸਿੰਘ ਚਹਿਲ) : ਸਰਕਾਰੀ ਸਮਾਰਟ ਸਕੂਲ ਜੀਤਸਰ ਵਿਖੇ ਪਿੰਡ ਵਾਸੀਆਂ ਦੇ ਸਹਿਯੋਗ ਨਾਲ ਨਵੇਂ ਬਣੇ ਕਮਰੇ ਦਾ ਉਦਘਾਟਨ ਹਲਕਾ ਬੁਢਲਾਡਾ ਦੇ ਵਿਧਾਇਕ ਪ੍ਰਿੰਸੀਪਲ ਬੁੱਧ ਰਾਮ ਨੇ ਕੀਤਾ। ਇਸ ਮੌਕੇ ਉਹਨਾਂ ਨੇ ਸਕੂਲ ਦੀ ਕੰਪਿਊਟਰ ਲੈਬ, ਲਿਸਨਿੰਗ ਲੈਬ, ਕਲਾਸ ਰੂਮ, ਪ੍ਰੀ ਪ੍ਰਾਇਮਰੀ ਰੂਮ, ਮਿਡ ਡੇ ਮੀਲ ਆਦਿ ਦਾ ਵੀ ਮੁਆਇਨਾ ਕੀਤਾ। ਉਹਨਾਂ ਨੇ ਸਕੂਲ ਦੇ ਸਟਾਫ ਦੀ ਖੂਬ ਪ੍ਰਸ਼ੰਸਾ ਕੀਤੀ, ਜਿਨ੍ਹਾਂ ਦੇ ਕਰਕੇ ਸਕੂਲ ਇਲਾਕੇ ਵਿੱਚ ਮੋਹਰੀ ਹੈ। ਇਸ ਸਕੂਲ ਦੇ 185 ਬੱਚੇ ਇਸ ਸਮੇਂ ਸਕੂਲ ਵਿੱਚ ਪੜ੍ਹ ਰਹੇ ਹਨ। ਪਿੰਡ ਵਾਸੀਆਂ ਨੂੰ ਸੰਬੋਧਨ ਕਰਦੀਆਂ ਉਹਨਾਂ ਨੇ ਦੱਸਿਆ ਕਿ ਆਉਣ ਵਾਲੇ ਸਮੇਂ ਵਿੱਚ ਸਰਕਾਰ ਸਕੂਲ ਸਿੱਖਿਆ ਵਿੱਚ ਵੱਡੇ ਪੱਧਰ ਤੇ ਸੁਧਾਰ ਕਰਨ ਜਾ ਰਹੀ ਹੈ। ਇਸ ਦਾ ਨਤੀਜਾ ਆਉਣ ਵਾਲੇ ਸਮੇਂ ਵਿੱਚ ਦੇਖਣ ਨੂੰ ਮਿਲੇਗਾ। ਪਿੰਡ ਵਾਸੀਆਂ ਵੱਲੋਂ ਆਪਣੇ ਪਿੰਡ ਦੀ ਪੰਚਾਇਤ ਬਣਾਉਣ ਅਤੇ ਗੰਦੇ ਪਾਣੀ ਦੇ ਨਿਕਾਸ ਸਬੰਧੀ ਉਹਨਾਂ ਨਾਲ ਗੱਲ ਕੀਤੀ।	[20, 1975, 222, 2277]
article-1-body-right	[233, 544, 579, 598]
brand-name-1: ਦੇਸ਼ ਪ੍ਰਦੇਸ਼	[371, 1105, 447, 1125]
headline	[23, 1243, 575, 1315]
photo-classroom-reading	[1243, 2093, 1484, 2375]
headline-line-1: ਐਕਜ਼ੋਨੋਬੇਲ ਇੰਡੀਆ ਵੱਲੋਂ ਸਰਕਾਰੀ ਸੈਕੰਡਰੀ	[702, 115, 1391, 165]
body-text: ਐੱਸ.ਏ.ਐੱਸ. ਨਗਰ 13 ਮਈ (ਚਾਨੀ) ਮੈਰੀਟੋਰੀਅਸ ਸਕੂਲ ਮੋਹਾਲੀ ਵਿਖੇ ਪ੍ਰਿੰਸੀਪਲ ਰਿਤੂ ਸ਼ਰਮਾ ਦੀ ਅਗਵਾਈ ਵਿੱਚ ਮਾਪੇ ਅਧਿਆਪਕ ਮਿਲਣੀ ਕਰਵਾਈ ਗਈ। ਇਸ ਮਿਲਣੀ ਵਿਚ ਵਿਦਿਆਰਥੀਆਂ ਦੇ ਸਾਰੇ ਮਾਪਿਆਂ ਨੇ ਸ਼ਮੂਲੀਅਤ ਕੀਤੀ। ਅਧਿਆਪਕਾਂ ਵੱਲੋਂ ਵਿਦਿਆਰਥੀਆਂ ਦੇ ਮਾਪਿਆਂ ਨੂੰ ਅਪ੍ਰੈਲ ਟੈਸਟ ਦੇ ਨਤੀਜਿਆਂ ਦੇ ਨਾਲ ਨਾਲ ਵਿਦਿਆਰਥੀਆਂ ਦੀ ਕਲਾਸ ਦੀ ਕਾਰਗੁਜ਼ਾਰੀ ਬਾਰੇ ਵੀ ਦੱਸਿਆ ਗਿਆ। ਅਧਿਆਪਕਾਂ ਨੇ ਮਾਪਿਆਂ ਨੂੰ ਵਿਦਿਆਰਥੀਆਂ ਦੀ ਚੰਗੀ ਪੜ੍ਹਾਈ ਲਈ ਕਈ ਤਰ੍ਹਾਂ ਦੇ ਸੁਝਾਅ ਵੀ ਦਿੱਤੇ। ਅਧਿਆਪਕਾਂ ਵੱਲੋਂ ਵਿਦਿਆਰਥੀਆਂ ਨੂੰ ਗਰਮੀ ਦੀਆਂ ਛੁੱਟੀਆਂ ਦੌਰਾਨ ਗਰਮੀ ਤੋਂ ਬਚਣ ਲਈ ਵੀ ਸੁਝਾਅ ਦਿੱਤੇ ਗਏ ਅਤੇ ਆਨਲਾਈਨ ਕਲਾਸਾਂ ਅਤੇ ਐਕਸਟਰਾ ਕਰਿੱਕੂਲਰ ਕਲਾਸਾਂ ਲਗਾਉਣ ਲਈ ਵੀ ਪ੍ਰੇਰਿਤ ਕੀਤਾ ਗਿਆ। ਸਕੂਲ ਪ੍ਰਿੰਸੀਪਲ ਸ੍ਰੀਮਤੀ ਰਿਤੂ ਸ਼ਰਮਾ ਜੀ ਦੁਆਰਾ ਵੱਖ ਵੱਖ ਗਤੀਵਿਧੀਆਂ ਵਿੱਚ ਪ੍ਰਸ਼ੰਸਨ ਪ੍ਰਾਪਤ ਕਰਨ ਵਾਲੇ ਵਿਦਿਆਰਥੀਆਂ ਦੇ ਮਾਪਿਆਂ ਨੂੰ ਵਧਾਈ ਦਿੱਤੀ ਗਈ। ਉਨ੍ਹਾਂ ਵੱਲੋਂ ਅਧਿਆਪਕਾਂ, ਵਿਦਿਆਰਥੀਆਂ ਅਤੇ ਮਾਪਿਆਂ ਨੂੰ ਵਧੀਆ ਪ੍ਰਬੰਧ ਲਈ ਮੁਬਾਰਕਬਾਦ ਦਿੱਤੀ ਗਈ।	[20, 206, 214, 561]
headline-line-1: ਅਕਾਲ ਨਸ਼ਾ ਛੁਡਾਊ ਕੇਂਦਰ ਚੀਮਾ ਵਿਖੇ	[85, 735, 510, 771]
